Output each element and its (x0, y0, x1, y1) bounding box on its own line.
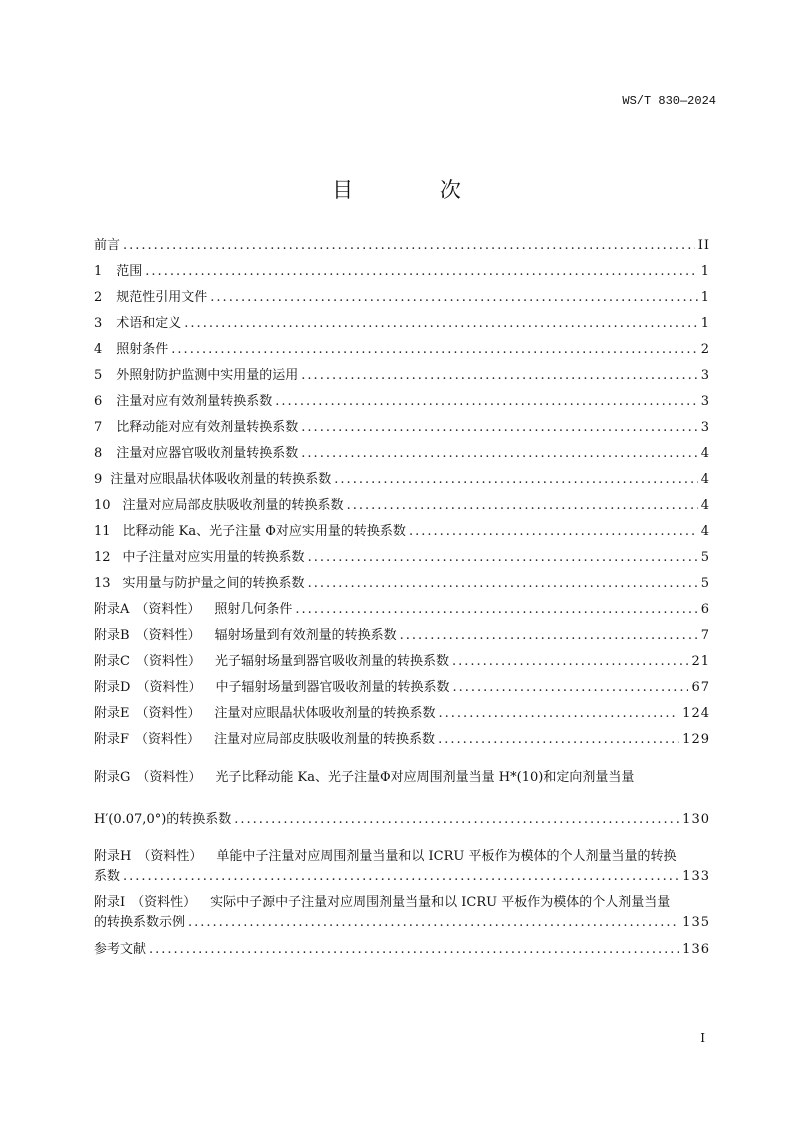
leader-dots (439, 705, 680, 723)
toc-label-continued: H′(0.07,0°)的转换系数 (94, 812, 232, 827)
toc-page: 124 (682, 706, 710, 721)
toc-page: 4 (700, 472, 710, 487)
document-code: WS/T 830—2024 (622, 94, 716, 108)
toc-annex: 附录A (94, 602, 130, 617)
toc-label: 照射几何条件 (214, 602, 293, 617)
leader-dots (452, 679, 688, 697)
toc-label: 比释动能 Ka、光子注量 Φ对应实用量的转换系数 (122, 524, 406, 539)
toc-entry-annex-a[interactable] (94, 601, 710, 619)
toc-label: 外照射防护监测中实用量的运用 (116, 368, 299, 383)
toc-annex-type: （资料性） (137, 849, 203, 864)
toc-page: 2 (700, 342, 710, 357)
toc-annex: 附录D (94, 680, 131, 695)
toc-entry-5[interactable] (94, 367, 710, 385)
toc-entry-annex-f[interactable] (94, 731, 710, 749)
toc-page: 5 (700, 550, 710, 565)
toc-entry-annex-c[interactable] (94, 653, 710, 671)
toc-entry-annex-h-line2[interactable] (94, 868, 710, 886)
leader-dots (123, 237, 695, 255)
toc-page: 129 (682, 732, 710, 747)
toc-page: 67 (691, 680, 710, 695)
toc-num: 10 (94, 498, 111, 513)
toc-annex-type: （资料性） (135, 602, 201, 617)
toc-entry-8[interactable] (94, 445, 710, 463)
toc-num: 6 (94, 394, 103, 409)
toc-page: 1 (700, 316, 710, 331)
toc-annex: 附录C (94, 654, 130, 669)
toc-label: 注量对应器官吸收剂量转换系数 (116, 446, 299, 461)
toc-entry-references[interactable] (94, 941, 710, 959)
toc-page: 135 (682, 915, 710, 930)
toc-label: 注量对应有效剂量转换系数 (116, 394, 273, 409)
toc-page: 3 (700, 394, 710, 409)
toc-entry-13[interactable] (94, 575, 710, 593)
leader-dots (188, 914, 679, 932)
toc-annex: 附录F (94, 732, 130, 747)
toc-entry-7[interactable] (94, 419, 710, 437)
toc-num: 8 (94, 446, 103, 461)
toc-entry-annex-h-line1[interactable] (94, 848, 710, 866)
toc-num: 2 (94, 290, 103, 305)
toc-page: 7 (700, 628, 710, 643)
toc-label: 辐射场量到有效剂量的转换系数 (214, 628, 397, 643)
toc-label: 实际中子源中子注量对应周围剂量当量和以 ICRU 平板作为模体的个人剂量当量 (210, 895, 671, 910)
toc-page: 133 (682, 869, 710, 884)
toc-annex-type: （资料性） (131, 895, 197, 910)
toc-annex-type: （资料性） (135, 654, 201, 669)
toc-num: 11 (94, 524, 111, 539)
toc-entry-3[interactable] (94, 315, 710, 333)
toc-num: 4 (94, 342, 103, 357)
leader-dots (184, 315, 697, 333)
toc-num: 9 (94, 472, 103, 487)
toc-page: 4 (700, 498, 710, 513)
toc-label: 术语和定义 (116, 316, 182, 331)
toc-label: 单能中子注量对应周围剂量当量和以 ICRU 平板作为模体的个人剂量当量的转换 (216, 849, 677, 864)
toc-page: 3 (700, 420, 710, 435)
leader-dots (347, 497, 698, 515)
toc-entry-annex-g-line1[interactable] (94, 769, 710, 787)
toc-entry-annex-b[interactable] (94, 627, 710, 645)
page-number: I (700, 1031, 705, 1045)
leader-dots (145, 263, 697, 281)
toc-page: 1 (700, 290, 710, 305)
leader-dots (123, 868, 679, 886)
leader-dots (334, 471, 697, 489)
toc-label: 前言 (94, 238, 121, 253)
toc-entry-12[interactable] (94, 549, 710, 567)
leader-dots (438, 731, 679, 749)
leader-dots (452, 653, 688, 671)
toc-num: 12 (94, 550, 111, 565)
toc-label: 中子辐射场量到器官吸收剂量的转换系数 (215, 680, 450, 695)
toc-label: 光子辐射场量到器官吸收剂量的转换系数 (214, 654, 449, 669)
leader-dots (210, 289, 697, 307)
toc-num: 1 (94, 264, 103, 279)
toc-annex: 附录I (94, 895, 126, 910)
toc-page: 4 (700, 446, 710, 461)
toc-page: 3 (700, 368, 710, 383)
toc-num: 5 (94, 368, 103, 383)
toc-num: 13 (94, 576, 111, 591)
toc-entry-4[interactable] (94, 341, 710, 359)
toc-entry-6[interactable] (94, 393, 710, 411)
toc-label: 范围 (116, 264, 143, 279)
toc-page: 130 (682, 812, 710, 827)
toc-entry-annex-g-line2[interactable] (94, 811, 710, 829)
toc-entry-1[interactable] (94, 263, 710, 281)
leader-dots (400, 627, 698, 645)
toc-entry-annex-i-line2[interactable] (94, 914, 710, 932)
toc-annex: 附录E (94, 706, 130, 721)
toc-label: 照射条件 (116, 342, 169, 357)
leader-dots (301, 367, 697, 385)
toc-entry-annex-d[interactable] (94, 679, 710, 697)
leader-dots (149, 941, 679, 959)
toc-entry-2[interactable] (94, 289, 710, 307)
toc-label: 实用量与防护量之间的转换系数 (122, 576, 305, 591)
toc-entry-9[interactable] (94, 471, 710, 489)
toc-label: 规范性引用文件 (116, 290, 208, 305)
leader-dots (171, 341, 697, 359)
leader-dots (301, 419, 697, 437)
leader-dots (409, 523, 698, 541)
page-title: 目 次 (332, 178, 501, 202)
leader-dots (301, 445, 697, 463)
toc-entry-annex-i-line1[interactable] (94, 894, 710, 912)
toc-page: 21 (691, 654, 710, 669)
toc-page: 136 (682, 942, 710, 957)
toc-label: 注量对应眼晶状体吸收剂量的转换系数 (110, 472, 332, 487)
toc-num: 7 (94, 420, 103, 435)
toc-annex: 附录B (94, 628, 130, 643)
toc-annex-type: （资料性） (135, 706, 201, 721)
toc-annex: 附录G (94, 770, 131, 785)
toc-label: 光子比释动能 Ka、光子注量Φ对应周围剂量当量 H*(10)和定向剂量当量 (215, 770, 635, 785)
toc-label: 注量对应局部皮肤吸收剂量的转换系数 (122, 498, 344, 513)
toc-label: 注量对应眼晶状体吸收剂量的转换系数 (214, 706, 436, 721)
toc-page: II (697, 238, 710, 253)
toc-page: 4 (700, 524, 710, 539)
toc-entry-annex-e[interactable] (94, 705, 710, 723)
toc-page: 1 (700, 264, 710, 279)
toc-label-continued: 系数 (94, 869, 121, 884)
toc-page: 5 (700, 576, 710, 591)
leader-dots (275, 393, 697, 411)
toc-label: 注量对应局部皮肤吸收剂量的转换系数 (214, 732, 436, 747)
toc-annex: 附录H (94, 849, 132, 864)
toc-entry-10[interactable] (94, 497, 710, 515)
toc-entry-11[interactable] (94, 523, 710, 541)
leader-dots (295, 601, 697, 619)
toc-page: 6 (700, 602, 710, 617)
toc-entry-foreword[interactable] (94, 237, 710, 255)
toc-label: 比释动能对应有效剂量转换系数 (116, 420, 299, 435)
toc-label: 参考文献 (94, 942, 147, 957)
toc-label: 中子注量对应实用量的转换系数 (122, 550, 305, 565)
toc-annex-type: （资料性） (135, 628, 201, 643)
toc-num: 3 (94, 316, 103, 331)
leader-dots (308, 549, 698, 567)
leader-dots (234, 811, 679, 829)
toc-annex-type: （资料性） (136, 680, 202, 695)
leader-dots (308, 575, 698, 593)
toc-label-continued: 的转换系数示例 (94, 915, 186, 930)
toc-annex-type: （资料性） (136, 770, 202, 785)
toc-annex-type: （资料性） (135, 732, 201, 747)
